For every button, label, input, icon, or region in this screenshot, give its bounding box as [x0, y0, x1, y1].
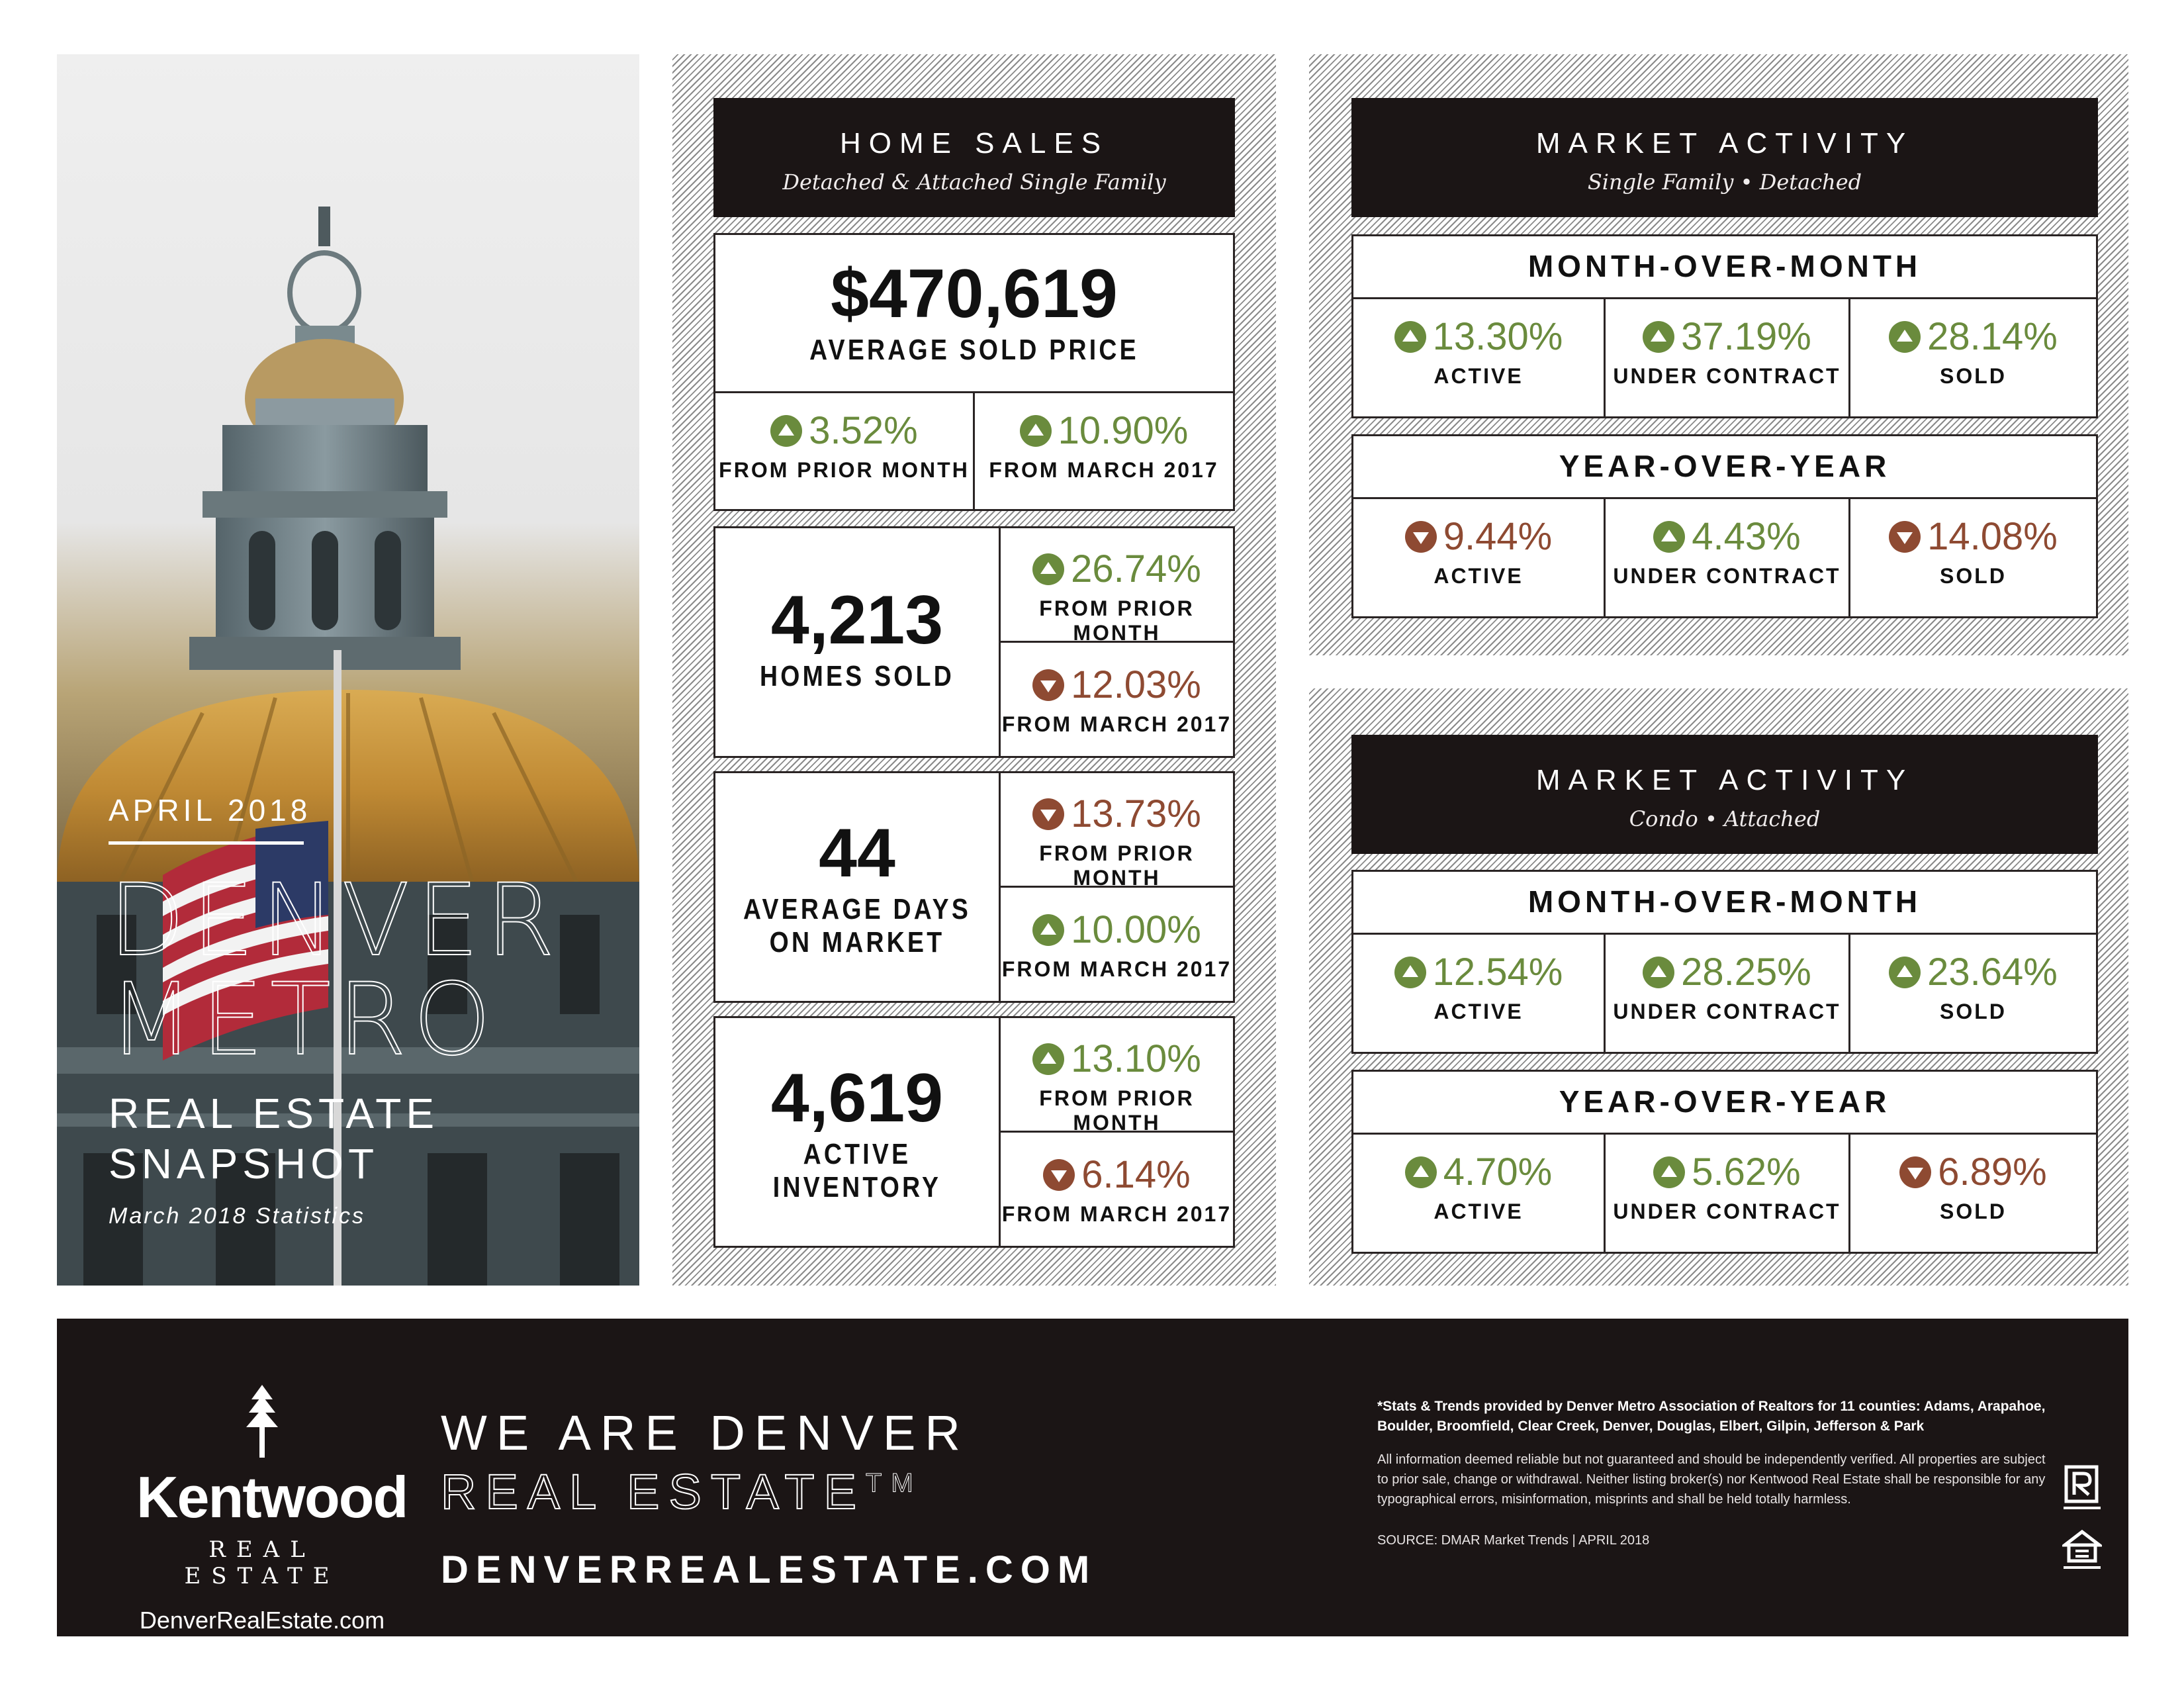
metric-label: ACTIVE	[1433, 1000, 1524, 1023]
avg-price-card	[713, 233, 1235, 511]
change-label: FROM PRIOR MONTH	[1039, 841, 1195, 890]
up-arrow-icon	[1405, 1156, 1437, 1188]
footer-bar	[57, 1319, 2128, 1636]
metric-label: UNDER CONTRACT	[1613, 564, 1841, 588]
change-pct: 3.52%	[770, 408, 917, 453]
up-arrow-icon	[1643, 957, 1674, 988]
avg-price-label: AVERAGE SOLD PRICE	[809, 334, 1139, 366]
tagline-url[interactable]: DENVERREALESTATE.COM	[441, 1548, 1097, 1591]
up-arrow-icon	[770, 415, 802, 447]
active-inventory-label-line2: INVENTORY	[772, 1171, 942, 1203]
down-arrow-icon	[1899, 1156, 1931, 1188]
attached-mom-card	[1351, 870, 2098, 1054]
change-pct: 13.73%	[1032, 792, 1201, 836]
brand-subtitle: REAL ESTATE	[184, 1536, 340, 1589]
down-arrow-icon	[1032, 669, 1064, 701]
change-label: FROM MARCH 2017	[989, 458, 1219, 482]
brand-name: Kentwood	[136, 1464, 408, 1530]
change-label: FROM MARCH 2017	[1001, 712, 1232, 736]
tagline-line1: WE ARE DENVER	[441, 1405, 970, 1460]
metric-cell-active	[1353, 314, 1604, 389]
metric-label: SOLD	[1940, 1199, 2007, 1223]
change-pct: 10.90%	[1020, 408, 1189, 453]
change-label: FROM MARCH 2017	[1001, 1202, 1232, 1226]
metric-label: ACTIVE	[1433, 1199, 1524, 1223]
metric-pct: 9.44%	[1405, 514, 1552, 559]
up-arrow-icon	[1889, 321, 1921, 353]
metric-label: UNDER CONTRACT	[1613, 1000, 1841, 1023]
change-label: FROM PRIOR MONTH	[1039, 596, 1195, 645]
detached-yoy-card	[1351, 434, 2098, 618]
metric-pct: 28.14%	[1889, 314, 2058, 359]
market-detached-header	[1351, 98, 2098, 217]
metric-pct: 5.62%	[1653, 1150, 1800, 1194]
active-inventory-value: 4,619	[770, 1060, 944, 1137]
up-arrow-icon	[1032, 1043, 1064, 1075]
trademark-mark: TM	[865, 1468, 923, 1498]
metric-label: ACTIVE	[1433, 364, 1524, 388]
metric-cell-active	[1353, 1150, 1604, 1224]
metric-cell-sold	[1850, 950, 2096, 1024]
homes-sold-block	[715, 581, 999, 693]
divider	[1353, 497, 2096, 499]
up-arrow-icon	[1394, 957, 1426, 988]
source-note: SOURCE: DMAR Market Trends | APRIL 2018	[1377, 1533, 1650, 1548]
change-pct: 6.14%	[1043, 1152, 1190, 1197]
change-cell	[1001, 663, 1233, 737]
down-arrow-icon	[1032, 798, 1064, 830]
metric-pct: 13.30%	[1394, 314, 1563, 359]
change-label: FROM PRIOR MONTH	[1039, 1086, 1195, 1135]
market-attached-subtitle: Condo • Attached	[1629, 806, 1821, 831]
disclaimer-block	[1377, 1397, 2046, 1550]
days-on-market-label-line1: AVERAGE DAYS	[743, 893, 972, 925]
date-underline	[109, 841, 304, 845]
up-arrow-icon	[1653, 521, 1685, 553]
metric-pct: 6.89%	[1899, 1150, 2046, 1194]
metric-cell-under-contract	[1606, 514, 1848, 588]
days-on-market-label-line2: ON MARKET	[769, 926, 945, 959]
tagline-line2: REAL ESTATE™	[441, 1464, 923, 1519]
metric-label: SOLD	[1940, 364, 2007, 388]
up-arrow-icon	[1032, 553, 1064, 585]
active-inventory-label-line1: ACTIVE	[803, 1138, 911, 1170]
home-sales-subtitle: Detached & Attached Single Family	[782, 169, 1166, 195]
brand-url[interactable]: DenverRealEstate.com	[139, 1607, 385, 1634]
avg-price-block	[715, 255, 1233, 367]
down-arrow-icon	[1043, 1159, 1075, 1191]
tagline-block	[441, 1405, 1097, 1592]
market-attached-header	[1351, 735, 2098, 854]
equal-housing-icon	[2062, 1529, 2102, 1571]
tree-icon	[236, 1385, 289, 1458]
change-cell	[715, 408, 973, 483]
home-sales-title: HOME SALES	[839, 127, 1109, 160]
hero-text-block	[109, 792, 561, 1229]
kentwood-logo	[136, 1385, 408, 1634]
metric-cell-active	[1353, 950, 1604, 1024]
attached-yoy-card	[1351, 1070, 2098, 1254]
mom-heading: MONTH-OVER-MONTH	[1527, 884, 1922, 919]
change-pct: 12.03%	[1032, 663, 1201, 707]
yoy-heading: YEAR-OVER-YEAR	[1559, 1084, 1891, 1119]
up-arrow-icon	[1889, 957, 1921, 988]
down-arrow-icon	[1405, 521, 1437, 553]
yoy-heading: YEAR-OVER-YEAR	[1559, 449, 1891, 483]
metric-cell-sold	[1850, 1150, 2096, 1224]
divider	[1353, 297, 2096, 299]
home-sales-header	[713, 98, 1235, 217]
metric-cell-sold	[1850, 514, 2096, 588]
up-arrow-icon	[1653, 1156, 1685, 1188]
days-on-market-card	[713, 771, 1235, 1003]
subtitle-line2: SNAPSHOT	[109, 1140, 379, 1188]
change-pct: 13.10%	[1032, 1037, 1201, 1081]
divider	[1353, 1133, 2096, 1135]
active-inventory-block	[715, 1059, 999, 1204]
legal-disclaimer: All information deemed reliable but not guaranteed and should be independently verified. All properties are subject to prior sale, change or withdrawal. Neither listing broker(s) nor Kentwood Real Estate shall be responsible for any typographical errors, misinformation, misprints and shall be held totally harmless.	[1377, 1452, 2046, 1507]
market-detached-subtitle: Single Family • Detached	[1587, 169, 1862, 195]
up-arrow-icon	[1032, 914, 1064, 946]
change-label: FROM MARCH 2017	[1001, 957, 1232, 981]
metric-pct: 4.43%	[1653, 514, 1800, 559]
change-label: FROM PRIOR MONTH	[719, 458, 970, 482]
realtor-icon	[2062, 1464, 2102, 1517]
up-arrow-icon	[1394, 321, 1426, 353]
report-date: APRIL 2018	[109, 793, 312, 827]
market-detached-title: MARKET ACTIVITY	[1535, 127, 1914, 160]
metric-pct: 37.19%	[1643, 314, 1811, 359]
change-cell	[1001, 1037, 1233, 1135]
hero-photo-panel	[57, 54, 639, 1286]
city-name-line2: METRO	[109, 962, 498, 1078]
metric-cell-under-contract	[1606, 950, 1848, 1024]
metric-cell-sold	[1850, 314, 2096, 389]
avg-price-value: $470,619	[831, 256, 1118, 332]
homes-sold-card	[713, 526, 1235, 758]
metric-pct: 28.25%	[1643, 950, 1811, 994]
metric-pct: 12.54%	[1394, 950, 1563, 994]
up-arrow-icon	[1643, 321, 1674, 353]
metric-label: ACTIVE	[1433, 564, 1524, 588]
city-name-line1: DENVER	[109, 863, 562, 978]
homes-sold-label: HOMES SOLD	[760, 660, 954, 692]
homes-sold-value: 4,213	[770, 582, 944, 659]
days-on-market-value: 44	[819, 815, 895, 892]
metric-pct: 23.64%	[1889, 950, 2058, 994]
metric-pct: 4.70%	[1405, 1150, 1552, 1194]
metric-label: UNDER CONTRACT	[1613, 364, 1841, 388]
metric-pct: 14.08%	[1889, 514, 2058, 559]
down-arrow-icon	[1889, 521, 1921, 553]
change-cell	[975, 408, 1233, 483]
change-cell	[1001, 1152, 1233, 1227]
metric-label: SOLD	[1940, 1000, 2007, 1023]
metric-label: UNDER CONTRACT	[1613, 1199, 1841, 1223]
change-pct: 26.74%	[1032, 547, 1201, 591]
metric-label: SOLD	[1940, 564, 2007, 588]
change-pct: 10.00%	[1032, 908, 1201, 952]
stats-disclaimer: *Stats & Trends provided by Denver Metro Association of Realtors for 11 counties: Adams, Arapahoe, Boulder, Broomfield, Clear Creek, Denver, Douglas, Elbert, Gilpin, Jefferson & Park	[1377, 1399, 2046, 1434]
change-cell	[1001, 547, 1233, 645]
change-cell	[1001, 908, 1233, 982]
metric-cell-under-contract	[1606, 1150, 1848, 1224]
change-cell	[1001, 792, 1233, 890]
stats-note: March 2018 Statistics	[109, 1203, 366, 1229]
detached-mom-card	[1351, 234, 2098, 418]
metric-cell-active	[1353, 514, 1604, 588]
days-on-market-block	[715, 814, 999, 959]
active-inventory-card	[713, 1016, 1235, 1248]
market-attached-title: MARKET ACTIVITY	[1535, 764, 1914, 796]
mom-heading: MONTH-OVER-MONTH	[1527, 249, 1922, 283]
divider	[1353, 933, 2096, 935]
up-arrow-icon	[1020, 415, 1052, 447]
metric-cell-under-contract	[1606, 314, 1848, 389]
subtitle-line1: REAL ESTATE	[109, 1090, 439, 1137]
